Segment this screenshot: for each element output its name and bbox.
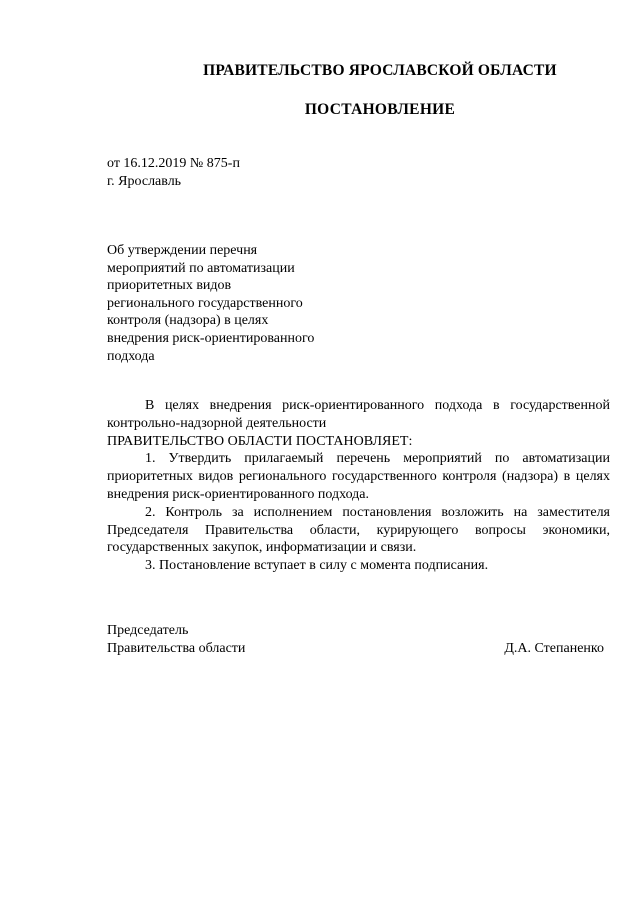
subject-line: регионального государственного — [107, 295, 303, 311]
subject-line: мероприятий по автоматизации — [107, 260, 295, 276]
subject-line: приоритетных видов — [107, 278, 232, 294]
signer-position-line2: Правительства области — [107, 641, 246, 656]
subject-line: контроля (надзора) в целях — [107, 313, 269, 329]
document-type-title: ПОСТАНОВЛЕНИЕ — [304, 101, 456, 118]
government-title: ПРАВИТЕЛЬСТВО ЯРОСЛАВСКОЙ ОБЛАСТИ — [203, 62, 557, 79]
subject-line: внедрения риск-ориентированного — [107, 330, 315, 346]
city: г. Ярославль — [107, 174, 182, 189]
signer-name: Д.А. Степаненко — [504, 641, 604, 656]
item-3-paragraph: 3. Постановление вступает в силу с момента подписания. — [145, 558, 489, 574]
document-body — [107, 397, 610, 575]
signer-position-line1: Председатель — [107, 623, 189, 638]
preamble-paragraph: В целях внедрения риск-ориентированного подхода в государственной контрольно-надзорной деятельности — [107, 398, 610, 431]
date-number: от 16.12.2019 № 875-п — [107, 156, 240, 171]
subject-line: Об утверждении перечня — [107, 243, 258, 258]
item-1-paragraph: 1. Утвердить прилагаемый перечень мероприятий по автоматизации приоритетных видов регионального государственного контроля (надзора) в целях внедрения риск-ориентированного подхода. — [107, 451, 610, 502]
item-2-paragraph: 2. Контроль за исполнением постановления возложить на заместителя Председателя Правительства области, курирующего вопросы экономики, государственных закупок, информатизации и связи. — [107, 504, 610, 556]
signature-block — [107, 622, 604, 658]
decree-line: ПРАВИТЕЛЬСТВО ОБЛАСТИ ПОСТАНОВЛЯЕТ: — [107, 433, 413, 449]
document-meta — [107, 155, 240, 191]
document-subject — [107, 242, 314, 365]
subject-line: подхода — [107, 348, 155, 364]
signature-row — [107, 640, 604, 658]
